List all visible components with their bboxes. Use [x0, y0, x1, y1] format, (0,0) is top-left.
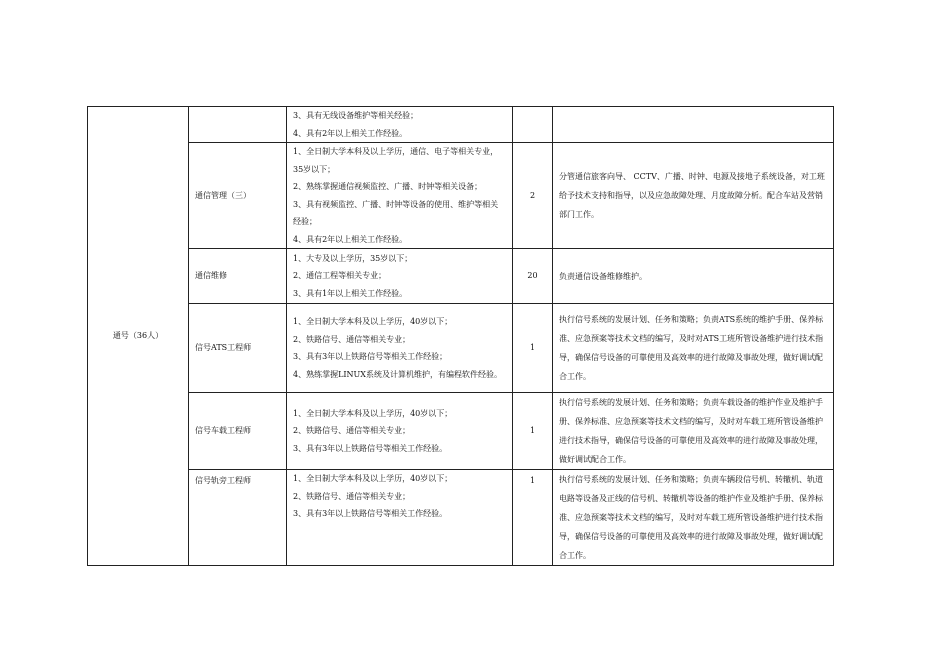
department-cell: 通号（36人） [88, 107, 189, 566]
headcount-cell: 1 [513, 470, 553, 566]
requirements-cell [287, 393, 513, 470]
headcount-cell: 1 [513, 304, 553, 393]
requirement-line: 1、全日制大学本科及以上学历，40岁以下； [293, 474, 453, 483]
requirement-line: 3、具有3年以上铁路信号等相关工作经验； [293, 352, 448, 361]
requirement-line: 2、铁路信号、通信等相关专业； [293, 426, 411, 436]
requirement-line: 1、大专及以上学历，35岁以下； [293, 253, 413, 263]
headcount-cell: 2 [513, 143, 553, 249]
table-row [88, 304, 834, 393]
requirement-line: 4、具有2年以上相关工作经验。 [293, 128, 408, 138]
requirement-line: 2、铁路信号、通信等相关专业； [293, 491, 411, 501]
table-row [88, 393, 834, 470]
duty-cell: 执行信号系统的发展计划、任务和策略；负责ATS系统的维护手册、保养标准、应急预案等技术文档的编写，及时对ATS工班所管设备维护进行技术指导，确保信号设备的可靠使用及高效率的进行故障及事故处理，做好调试配合工作。 [553, 304, 834, 393]
position-cell: 信号车载工程师 [189, 393, 287, 470]
position-cell: 通信管理（三） [189, 143, 287, 249]
requirement-line: 2、铁路信号、通信等相关专业； [293, 334, 411, 344]
headcount-cell: 1 [513, 393, 553, 470]
requirements-cell [287, 107, 513, 143]
position-cell: 信号ATS工程师 [189, 304, 287, 393]
requirements-cell [287, 249, 513, 304]
requirement-line: 3、具有1年以上相关工作经验。 [293, 288, 408, 298]
requirement-line: 1、全日制大学本科及以上学历，40岁以下； [293, 317, 453, 326]
requirement-line: 2、通信工程等相关专业； [293, 271, 387, 281]
position-cell: 通信维修 [189, 249, 287, 304]
duty-cell: 负责通信设备维修维护。 [553, 249, 834, 304]
requirements-cell [287, 143, 513, 249]
requirement-line: 3、具有3年以上铁路信号等相关工作经验。 [293, 509, 448, 518]
duty-cell: 执行信号系统的发展计划、任务和策略；负责车辆段信号机、转辙机、轨道电路等设备及正线的信号机、转辙机等设备的维护作业及维护手册、保养标准、应急预案等技术文档的编写，及时对车载工班所管设备维护进行技术指导，确保信号设备的可靠使用及高效率的进行故障及事故处理，做好调试配合工作。 [553, 470, 834, 566]
table-row [88, 470, 834, 566]
requirements-cell [287, 304, 513, 393]
headcount-cell [513, 107, 553, 143]
headcount-cell: 20 [513, 249, 553, 304]
table-row [88, 143, 834, 249]
duty-cell [553, 107, 834, 143]
requirement-line: 4、熟练掌握LINUX系统及计算机维护，有编程软件经验。 [293, 369, 502, 379]
requirement-line: 3、具有视频监控、广播、时钟等设备的使用、维护等相关经验； [293, 199, 499, 226]
duty-cell: 分管通信旅客向导、 CCTV、广播、时钟、电源及接地子系统设备，对工班给予技术支持和指导，以及应急故障处理、月度故障分析。配合车站及营销部门工作。 [553, 143, 834, 249]
requirement-line: 3、具有3年以上铁路信号等相关工作经验。 [293, 443, 448, 453]
position-cell: 信号轨旁工程师 [189, 470, 287, 566]
recruitment-table [87, 106, 834, 566]
requirement-line: 2、熟练掌握通信视频监控、广播、时钟等相关设备； [293, 182, 483, 191]
duty-cell: 执行信号系统的发展计划、任务和策略；负责车载设备的维护作业及维护手册、保养标准、应急预案等技术文档的编写，及时对车载工班所管设备维护进行技术指导，确保信号设备的可靠使用及高效率的进行故障及事故处理，做好调试配合工作。 [553, 393, 834, 470]
requirement-line: 1、全日制大学本科及以上学历，通信、电子等相关专业，35岁以下； [293, 147, 499, 174]
requirement-line: 4、具有2年以上相关工作经验。 [293, 234, 408, 244]
requirement-line: 1、全日制大学本科及以上学历，40岁以下； [293, 408, 453, 418]
position-cell [189, 107, 287, 143]
requirements-cell [287, 470, 513, 566]
table-row [88, 107, 834, 143]
table-row [88, 249, 834, 304]
requirement-line: 3、具有无线设备维护等相关经验； [293, 111, 419, 120]
